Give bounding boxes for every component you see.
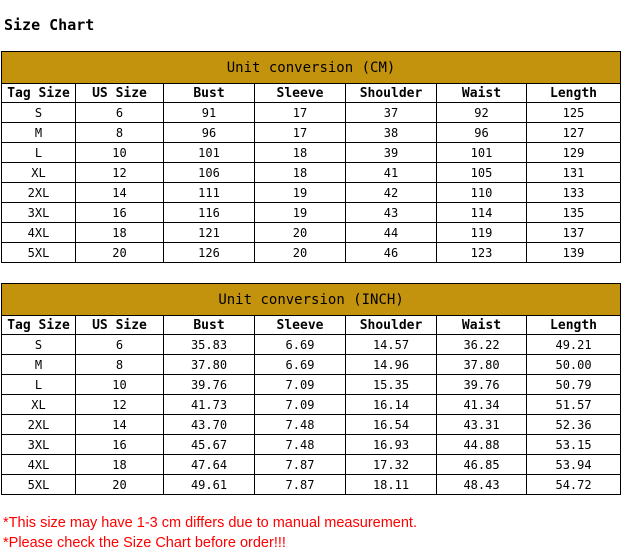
column-header-bust: Bust bbox=[164, 84, 255, 103]
table-cell: 18 bbox=[76, 223, 164, 243]
table-cell: 43.70 bbox=[164, 415, 255, 435]
table-cell: 96 bbox=[437, 123, 527, 143]
table-row bbox=[2, 243, 621, 263]
check-chart-note: *Please check the Size Chart before order!!! bbox=[3, 535, 286, 551]
measurement-note: *This size may have 1-3 cm differs due to manual measurement. bbox=[3, 515, 417, 531]
table-cell: 41.34 bbox=[437, 395, 527, 415]
table-cell: 46.85 bbox=[437, 455, 527, 475]
table-cell: 126 bbox=[164, 243, 255, 263]
table-cell: 17 bbox=[255, 123, 346, 143]
table-cell: 36.22 bbox=[437, 335, 527, 355]
table-cell: 41 bbox=[346, 163, 437, 183]
table-body-cm bbox=[2, 103, 621, 263]
table-cell: 6 bbox=[76, 103, 164, 123]
table-cell: 127 bbox=[527, 123, 621, 143]
column-header-waist: Waist bbox=[437, 316, 527, 335]
table-cell: 7.09 bbox=[255, 375, 346, 395]
column-header-tag-size: Tag Size bbox=[2, 316, 76, 335]
table-cell: 49.61 bbox=[164, 475, 255, 495]
table-cell: 133 bbox=[527, 183, 621, 203]
table-cell: 7.87 bbox=[255, 475, 346, 495]
table-cell: 101 bbox=[164, 143, 255, 163]
table-cell: 14 bbox=[76, 415, 164, 435]
table-cell: 111 bbox=[164, 183, 255, 203]
table-cell: 8 bbox=[76, 123, 164, 143]
table-cell: 2XL bbox=[2, 415, 76, 435]
size-table-cm bbox=[1, 51, 621, 263]
table-cell: 54.72 bbox=[527, 475, 621, 495]
table-cell: 6.69 bbox=[255, 335, 346, 355]
table-cell: 16 bbox=[76, 203, 164, 223]
table-cell: 52.36 bbox=[527, 415, 621, 435]
column-header-sleeve: Sleeve bbox=[255, 84, 346, 103]
table-cell: 49.21 bbox=[527, 335, 621, 355]
table-cell: 10 bbox=[76, 375, 164, 395]
table-cell: 45.67 bbox=[164, 435, 255, 455]
table-cell: 3XL bbox=[2, 203, 76, 223]
table-cell: 17.32 bbox=[346, 455, 437, 475]
table-cell: S bbox=[2, 335, 76, 355]
column-header-sleeve: Sleeve bbox=[255, 316, 346, 335]
table-cell: 2XL bbox=[2, 183, 76, 203]
column-header-shoulder: Shoulder bbox=[346, 84, 437, 103]
table-row bbox=[2, 223, 621, 243]
table-row bbox=[2, 375, 621, 395]
table-cell: 92 bbox=[437, 103, 527, 123]
column-header-length: Length bbox=[527, 84, 621, 103]
table-row bbox=[2, 355, 621, 375]
table-cell: 20 bbox=[76, 243, 164, 263]
table-row bbox=[2, 123, 621, 143]
table-cell: 91 bbox=[164, 103, 255, 123]
table-cell: 10 bbox=[76, 143, 164, 163]
table-cell: 42 bbox=[346, 183, 437, 203]
table-cell: 37 bbox=[346, 103, 437, 123]
column-header-us-size: US Size bbox=[76, 84, 164, 103]
table-cell: M bbox=[2, 123, 76, 143]
table-cell: 15.35 bbox=[346, 375, 437, 395]
table-row bbox=[2, 475, 621, 495]
header-row bbox=[2, 316, 621, 335]
table-cell: 129 bbox=[527, 143, 621, 163]
table-cell: 12 bbox=[76, 163, 164, 183]
table-cell: L bbox=[2, 375, 76, 395]
table-cell: 43.31 bbox=[437, 415, 527, 435]
table-cell: 53.94 bbox=[527, 455, 621, 475]
table-cell: 50.00 bbox=[527, 355, 621, 375]
table-row bbox=[2, 183, 621, 203]
table-cell: 7.87 bbox=[255, 455, 346, 475]
table-cell: L bbox=[2, 143, 76, 163]
table-cell: 4XL bbox=[2, 455, 76, 475]
table-cell: 139 bbox=[527, 243, 621, 263]
column-header-waist: Waist bbox=[437, 84, 527, 103]
table-cell: 105 bbox=[437, 163, 527, 183]
table-cell: 39.76 bbox=[164, 375, 255, 395]
table-cell: 96 bbox=[164, 123, 255, 143]
table-cell: 20 bbox=[76, 475, 164, 495]
table-cell: 18 bbox=[255, 143, 346, 163]
table-row bbox=[2, 143, 621, 163]
table-cell: 14 bbox=[76, 183, 164, 203]
table-cell: 38 bbox=[346, 123, 437, 143]
table-cell: 51.57 bbox=[527, 395, 621, 415]
table-cell: 16 bbox=[76, 435, 164, 455]
table-cell: 123 bbox=[437, 243, 527, 263]
table-row bbox=[2, 335, 621, 355]
table-body-inch bbox=[2, 335, 621, 495]
table-cell: 7.48 bbox=[255, 435, 346, 455]
table-cell: 8 bbox=[76, 355, 164, 375]
table-cell: 53.15 bbox=[527, 435, 621, 455]
table-row bbox=[2, 103, 621, 123]
table-cell: 50.79 bbox=[527, 375, 621, 395]
table-cell: 106 bbox=[164, 163, 255, 183]
table-row bbox=[2, 395, 621, 415]
table-cell: 3XL bbox=[2, 435, 76, 455]
table-cell: 4XL bbox=[2, 223, 76, 243]
table-cell: 5XL bbox=[2, 243, 76, 263]
table-cell: 18.11 bbox=[346, 475, 437, 495]
table-row bbox=[2, 163, 621, 183]
table-cell: 44 bbox=[346, 223, 437, 243]
table-row bbox=[2, 455, 621, 475]
table-cell: 20 bbox=[255, 243, 346, 263]
table-cell: S bbox=[2, 103, 76, 123]
table-cell: 116 bbox=[164, 203, 255, 223]
table-cell: 12 bbox=[76, 395, 164, 415]
table-cell: 14.57 bbox=[346, 335, 437, 355]
table-cell: 19 bbox=[255, 203, 346, 223]
table-cell: 5XL bbox=[2, 475, 76, 495]
header-row bbox=[2, 84, 621, 103]
table-cell: XL bbox=[2, 163, 76, 183]
table-cell: 18 bbox=[255, 163, 346, 183]
table-banner-cm: Unit conversion (CM) bbox=[2, 52, 621, 84]
table-cell: 137 bbox=[527, 223, 621, 243]
table-cell: M bbox=[2, 355, 76, 375]
table-cell: 46 bbox=[346, 243, 437, 263]
table-cell: 35.83 bbox=[164, 335, 255, 355]
table-cell: 43 bbox=[346, 203, 437, 223]
table-cell: 48.43 bbox=[437, 475, 527, 495]
table-cell: 16.93 bbox=[346, 435, 437, 455]
table-cell: 17 bbox=[255, 103, 346, 123]
column-header-tag-size: Tag Size bbox=[2, 84, 76, 103]
table-cell: 114 bbox=[437, 203, 527, 223]
table-cell: 39.76 bbox=[437, 375, 527, 395]
column-header-bust: Bust bbox=[164, 316, 255, 335]
column-header-length: Length bbox=[527, 316, 621, 335]
table-cell: 119 bbox=[437, 223, 527, 243]
table-cell: 110 bbox=[437, 183, 527, 203]
table-cell: 6.69 bbox=[255, 355, 346, 375]
page-title: Size Chart bbox=[4, 16, 95, 34]
table-cell: 7.48 bbox=[255, 415, 346, 435]
table-cell: 41.73 bbox=[164, 395, 255, 415]
table-cell: 7.09 bbox=[255, 395, 346, 415]
table-cell: 19 bbox=[255, 183, 346, 203]
table-cell: 16.54 bbox=[346, 415, 437, 435]
table-cell: 121 bbox=[164, 223, 255, 243]
table-row bbox=[2, 203, 621, 223]
table-cell: 101 bbox=[437, 143, 527, 163]
table-cell: 37.80 bbox=[437, 355, 527, 375]
column-header-us-size: US Size bbox=[76, 316, 164, 335]
table-banner-inch: Unit conversion (INCH) bbox=[2, 284, 621, 316]
table-cell: 14.96 bbox=[346, 355, 437, 375]
table-row bbox=[2, 415, 621, 435]
column-header-shoulder: Shoulder bbox=[346, 316, 437, 335]
table-cell: 135 bbox=[527, 203, 621, 223]
table-cell: 6 bbox=[76, 335, 164, 355]
table-cell: 18 bbox=[76, 455, 164, 475]
table-cell: 37.80 bbox=[164, 355, 255, 375]
table-cell: 20 bbox=[255, 223, 346, 243]
table-cell: 44.88 bbox=[437, 435, 527, 455]
table-cell: 125 bbox=[527, 103, 621, 123]
table-cell: XL bbox=[2, 395, 76, 415]
table-row bbox=[2, 435, 621, 455]
size-table-inch bbox=[1, 283, 621, 495]
table-cell: 16.14 bbox=[346, 395, 437, 415]
table-cell: 47.64 bbox=[164, 455, 255, 475]
table-cell: 131 bbox=[527, 163, 621, 183]
table-cell: 39 bbox=[346, 143, 437, 163]
